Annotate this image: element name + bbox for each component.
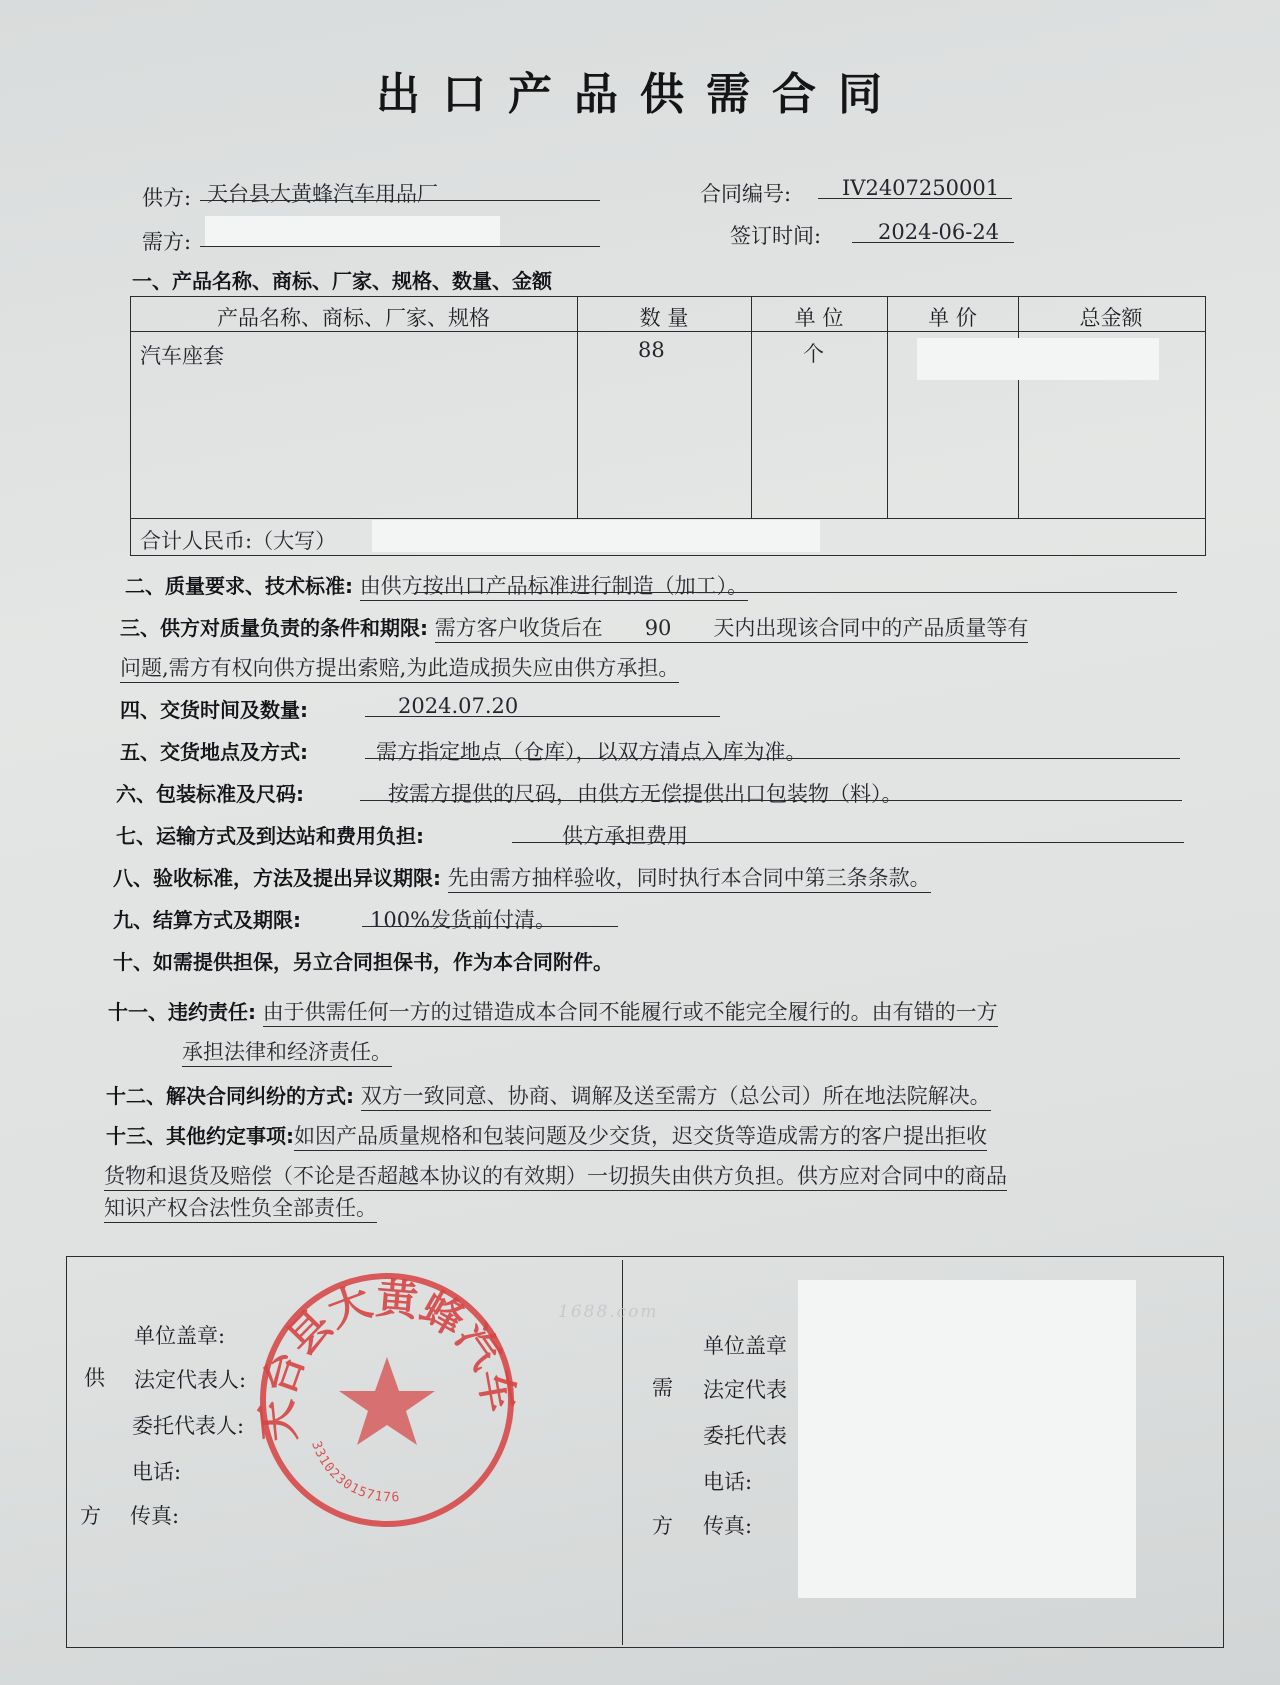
clause-5-underline [365,758,1180,759]
col-header-unit: 单 位 [794,306,844,330]
clause-12: 十二、解决合同纠纷的方式: 双方一致同意、协商、调解及送至需方（总公司）所在地法院解决。 [106,1080,991,1110]
clause-6-underline [360,800,1182,801]
clause-13-line2: 货物和退货及赔偿（不论是否超越本协议的有效期）一切损失由供方负担。供方应对合同中的商品 [104,1160,1007,1190]
clause-13: 十三、其他约定事项:如因产品质量规格和包装问题及少交货，迟交货等造成需方的客户提出拒收 [106,1120,987,1150]
clause-9: 九、结算方式及期限: [113,908,301,932]
buyer-legal-rep-label: 法定代表 [703,1378,787,1402]
supplier-underline [200,200,600,201]
clause-6: 六、包装标准及尺码: [116,782,304,806]
clause-9-underline [362,926,618,927]
clause-3-line2: 问题,需方有权向供方提出索赔,为此造成损失应由供方承担。 [120,652,679,682]
col-header-product: 产品名称、商标、厂家、规格 [217,306,490,330]
section1-heading: 一、产品名称、商标、厂家、规格、数量、金额 [132,269,552,293]
contract-no-label: 合同编号: [700,182,792,206]
clause-2-underline [415,592,1177,593]
supplier-agent-label: 委托代表人: [132,1414,245,1438]
clause-2: 二、质量要求、技术标准: 由供方按出口产品标准进行制造（加工）。 [125,570,748,600]
clause-13-line3: 知识产权合法性负全部责任。 [104,1192,377,1222]
buyer-redaction [205,216,500,246]
col-header-total: 总金额 [1079,306,1143,330]
row-quantity: 88 [638,338,665,362]
company-seal-graphic [252,1265,522,1535]
buyer-agent-label: 委托代表 [703,1424,787,1448]
supplier-legal-rep-label: 法定代表人: [134,1368,247,1392]
contract-no-value: IV2407250001 [842,176,1000,200]
buyer-seal-label: 单位盖章 [703,1334,787,1358]
col-header-unit-price: 单 价 [928,306,977,330]
supplier-fax-label: 传真: [130,1504,180,1528]
total-redaction [372,520,820,552]
watermark-text: 1688.com [558,1302,659,1322]
sign-date-underline [852,242,1014,243]
document-title: 出口产品供需合同 [376,69,904,120]
clause-8: 八、验收标准，方法及提出异议期限: 先由需方抽样验收，同时执行本合同中第三条条款。 [113,862,931,892]
clause-7-value: 供方承担费用 [562,824,688,848]
price-redaction [917,338,1159,380]
buyer-underline [200,246,600,247]
company-seal-stamp [252,1265,522,1535]
row-product-name: 汽车座套 [140,344,224,368]
supplier-seal-label: 单位盖章: [134,1324,226,1348]
clause-9-value: 100%发货前付清。 [370,908,557,932]
buyer-fax-label: 传真: [703,1514,753,1538]
supplier-side-label-bottom: 方 [80,1504,101,1528]
clause-10: 十、如需提供担保，另立合同担保书，作为本合同附件。 [113,950,613,974]
buyer-signature-redaction [798,1280,1136,1598]
row-unit: 个 [803,342,824,366]
buyer-phone-label: 电话: [703,1470,753,1494]
clause-11-line2: 承担法律和经济责任。 [182,1036,392,1066]
clause-5-value: 需方指定地点（仓库），以双方清点入库为准。 [376,740,807,764]
contract-no-underline [818,198,1012,199]
supplier-side-label-top: 供 [84,1366,105,1390]
clause-4-underline [365,716,720,717]
clause-3: 三、供方对质量负责的条件和期限: 需方客户收货后在 90 天内出现该合同中的产品质量等有 [120,612,1028,642]
clause-5: 五、交货地点及方式: [120,740,308,764]
supplier-phone-label: 电话: [132,1460,182,1484]
buyer-label: 需方: [142,230,192,254]
supplier-value: 天台县大黄蜂汽车用品厂 [207,182,438,206]
buyer-side-label-top: 需 [652,1376,673,1400]
product-table [130,296,1206,556]
sign-date-value: 2024-06-24 [878,220,1000,244]
clause-4: 四、交货时间及数量: [120,698,308,722]
col-header-quantity: 数 量 [639,306,689,330]
buyer-side-label-bottom: 方 [652,1514,673,1538]
svg-text:天台县大黄蜂汽车用品厂: 天台县大黄蜂汽车 [252,1273,522,1445]
clause-7-underline [512,842,1184,843]
clause-7: 七、运输方式及到达站和费用负担: [116,824,424,848]
table-total-divider [130,518,1206,519]
svg-text:3310230157176: 3310230157176 [308,1439,401,1506]
clause-4-value: 2024.07.20 [398,694,519,718]
clause-6-value: 按需方提供的尺码，由供方无偿提供出口包装物（料）。 [388,782,903,806]
total-rmb-label: 合计人民币:（大写） [140,529,337,553]
supplier-label: 供方: [142,186,192,210]
sign-date-label: 签订时间: [730,224,822,248]
clause-11: 十一、违约责任: 由于供需任何一方的过错造成本合同不能履行或不能完全履行的。由有错的一方 [108,996,998,1026]
